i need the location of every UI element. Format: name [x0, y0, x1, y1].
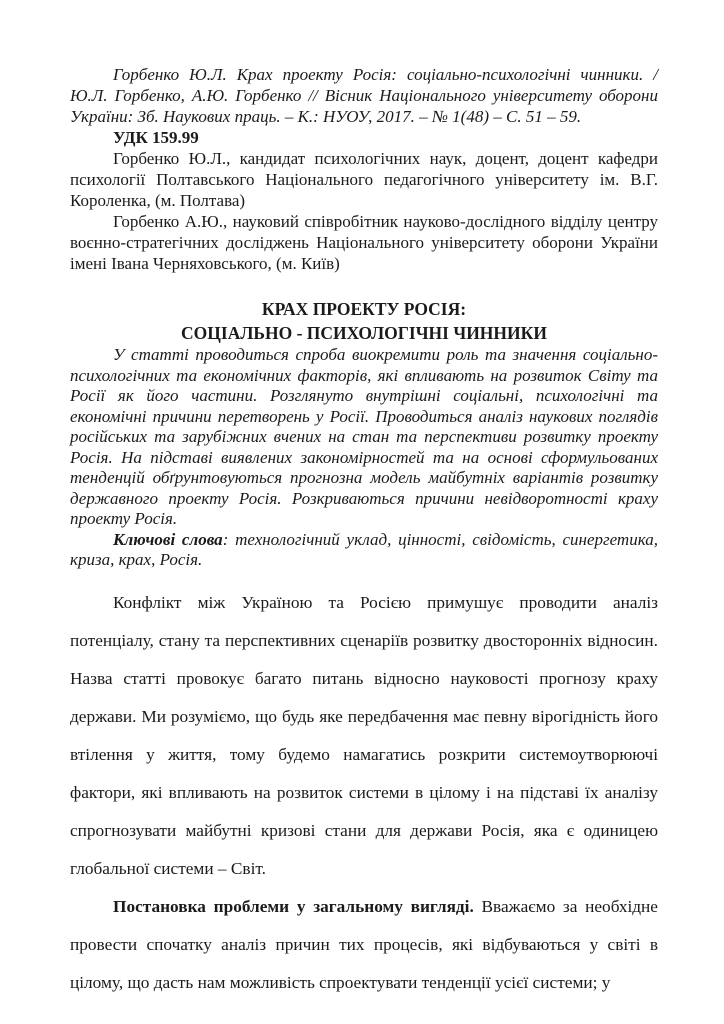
problem-statement-heading: Постановка проблеми у загальному вигляді.: [113, 896, 474, 916]
udc-number: УДК 159.99: [113, 128, 199, 147]
article-title-line2: СОЦІАЛЬНО - ПСИХОЛОГІЧНІ ЧИННИКИ: [181, 323, 547, 343]
body-paragraph-2: [70, 888, 658, 1002]
article-title: [70, 297, 658, 345]
article-title-line1: КРАХ ПРОЕКТУ РОСІЯ:: [261, 299, 467, 319]
keywords-text: : технологічний уклад, цінності, свідомість, синергетика, криза, крах, Росія.: [70, 529, 658, 569]
author-affiliation-1: Горбенко Ю.Л., кандидат психологічних наук, доцент, доцент кафедри психології Полтавського Національного педагогічного університету ім. В.Г. Короленка, (м. Полтава): [70, 149, 658, 210]
body-paragraph-1: Конфлікт між Україною та Росією примушує проводити аналіз потенціалу, стану та перспективних сценаріїв розвитку двосторонніх відносин. Назва статті провокує багато питань відносно науковості прогнозу краху держави. Ми розуміємо, що будь яке передбачення має певну вірогідність його втілення у життя, тому будемо намагатись розкрити системоутворюючі фактори, які впливають на розвиток системи в цілому і на підставі їх аналізу спрогнозувати майбутні кризові стани для держави Росія, яка є одиницею глобальної системи – Світ.: [70, 592, 658, 878]
keywords-label: Ключові слова: [113, 529, 223, 549]
keywords-line: [70, 530, 658, 571]
abstract-block: [70, 345, 658, 571]
body-paragraph-2-text: Вважаємо за необхідне провести спочатку аналіз причин тих процесів, які відбуваються у світі в цілому, що дасть нам можливість спроектувати тенденції усієї системи; у: [70, 896, 658, 992]
abstract-text: У статті проводиться спроба виокремити роль та значення соціально-психологічних та економічних факторів, які впливають на розвиток Світу та Росії як його частини. Розглянуто внутрішні соціальні, психологічні та економічні причини перетворень у Росії. Проводиться аналіз наукових поглядів російських та зарубіжних вчених на стан та перспективи розвитку проекту Росія. На підставі виявлених закономірностей та на основі сформульованих тенденцій обґрунтовуються прогнозна модель майбутніх варіантів розвитку державного проекту Росія. Розкриваються причини невідворотності краху проекту Росія.: [70, 345, 658, 528]
author-affiliation-2: Горбенко А.Ю., науковий співробітник науково-дослідного відділу центру воєнно-стратегічних досліджень Національного університету оборони України імені Івана Черняховського, (м. Київ): [70, 212, 658, 273]
citation: Горбенко Ю.Л. Крах проекту Росія: соціально-психологічні чинники. / Ю.Л. Горбенко, А.Ю. Горбенко // Вісник Національного університету оборони України: Зб. Наукових праць. – К.: НУОУ, 2017. – № 1(48) – С. 51 – 59.: [70, 65, 658, 126]
